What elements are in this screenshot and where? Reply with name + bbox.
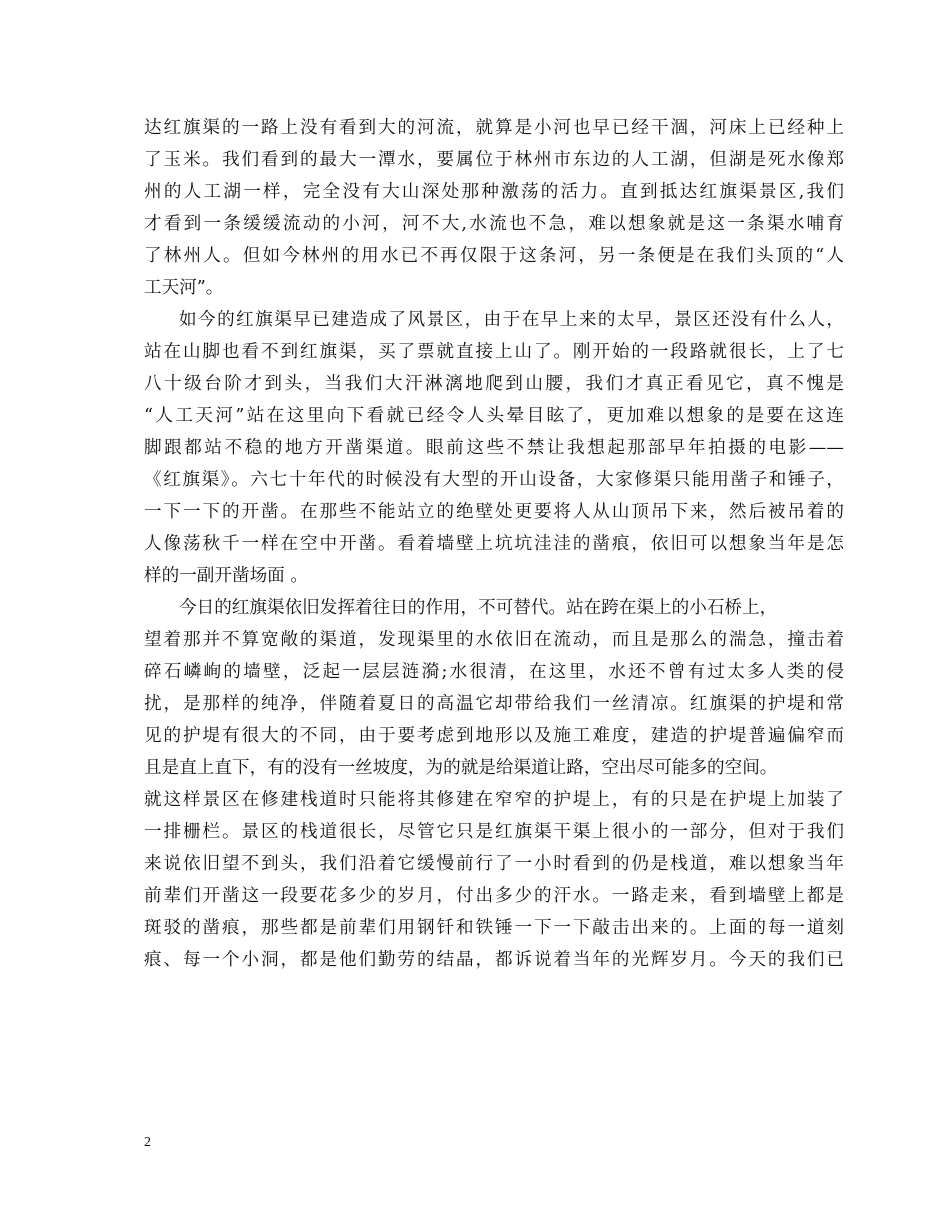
text-line: 一排栅栏。景区的栈道很长，尽管它只是红旗渠干渠上很小的一部分，但对于我们 bbox=[144, 822, 844, 842]
text-line: 了林州人。但如今林州的用水已不再仅限于这条河，另一条便是在我们头顶的“人 bbox=[144, 246, 844, 266]
text-line: 就这样景区在修建栈道时只能将其修建在窄窄的护堤上，有的只是在护堤上加装了 bbox=[144, 790, 844, 810]
text-line: “人工天河”站在这里向下看就已经令人头晕目眩了，更加难以想象的是要在这连 bbox=[144, 406, 844, 426]
text-line: 前辈们开凿这一段要花多少的岁月，付出多少的汗水。一路走来，看到墙壁上都是 bbox=[144, 886, 844, 906]
text-line: 了玉米。我们看到的最大一潭水，要属位于林州市东边的人工湖，但湖是死水像郑 bbox=[144, 150, 844, 170]
text-line: 斑驳的凿痕，那些都是前辈们用钢钎和铁锤一下一下敲击出来的。上面的每一道刻 bbox=[144, 918, 844, 938]
text-line: 且是直上直下，有的没有一丝坡度，为的就是给渠道让路，空出尽可能多的空间。 bbox=[144, 758, 778, 778]
text-line: 如今的红旗渠早已建造成了风景区，由于在早上来的太早，景区还没有什么人， bbox=[179, 310, 844, 330]
text-line: 今日的红旗渠依旧发挥着往日的作用，不可替代。站在跨在渠上的小石桥上， bbox=[179, 598, 778, 618]
text-line: 碎石嶙峋的墙壁，泛起一层层涟漪;水很清，在这里，水还不曾有过太多人类的侵 bbox=[144, 662, 844, 682]
text-line: 才看到一条缓缓流动的小河，河不大,水流也不急，难以想象就是这一条渠水哺育 bbox=[144, 214, 844, 234]
text-line: 人像荡秋千一样在空中开凿。看着墙壁上坑坑洼洼的凿痕，依旧可以想象当年是怎 bbox=[144, 534, 844, 554]
text-line: 痕、每一个小洞，都是他们勤劳的结晶，都诉说着当年的光辉岁月。今天的我们已 bbox=[144, 950, 844, 970]
text-line: 一下一下的开凿。在那些不能站立的绝壁处更要将人从山顶吊下来，然后被吊着的 bbox=[144, 502, 844, 522]
text-line: 来说依旧望不到头，我们沿着它缓慢前行了一小时看到的仍是栈道，难以想象当年 bbox=[144, 854, 844, 874]
text-line: 达红旗渠的一路上没有看到大的河流，就算是小河也早已经干涸，河床上已经种上 bbox=[144, 118, 844, 138]
body-text bbox=[144, 112, 844, 976]
text-line: 工天河”。 bbox=[144, 278, 224, 298]
text-line: 站在山脚也看不到红旗渠，买了票就直接上山了。刚开始的一段路就很长，上了七 bbox=[144, 342, 844, 362]
page-number: 2 bbox=[144, 1135, 151, 1150]
text-line: 脚跟都站不稳的地方开凿渠道。眼前这些不禁让我想起那部早年拍摄的电影—— bbox=[144, 438, 844, 458]
text-line: 见的护堤有很大的不同，由于要考虑到地形以及施工难度，建造的护堤普遍偏窄而 bbox=[144, 726, 844, 746]
text-line: 望着那并不算宽敞的渠道，发现渠里的水依旧在流动，而且是那么的湍急，撞击着 bbox=[144, 630, 844, 650]
text-line: 八十级台阶才到头，当我们大汗淋漓地爬到山腰，我们才真正看见它，真不愧是 bbox=[144, 374, 844, 394]
text-line: 样的一副开凿场面 。 bbox=[144, 566, 308, 586]
text-line: 《红旗渠》。六七十年代的时候没有大型的开山设备，大家修渠只能用凿子和锤子， bbox=[144, 470, 844, 490]
text-line: 扰，是那样的纯净，伴随着夏日的高温它却带给我们一丝清凉。红旗渠的护堤和常 bbox=[144, 694, 844, 714]
text-line: 州的人工湖一样，完全没有大山深处那种激荡的活力。直到抵达红旗渠景区,我们 bbox=[144, 182, 844, 202]
